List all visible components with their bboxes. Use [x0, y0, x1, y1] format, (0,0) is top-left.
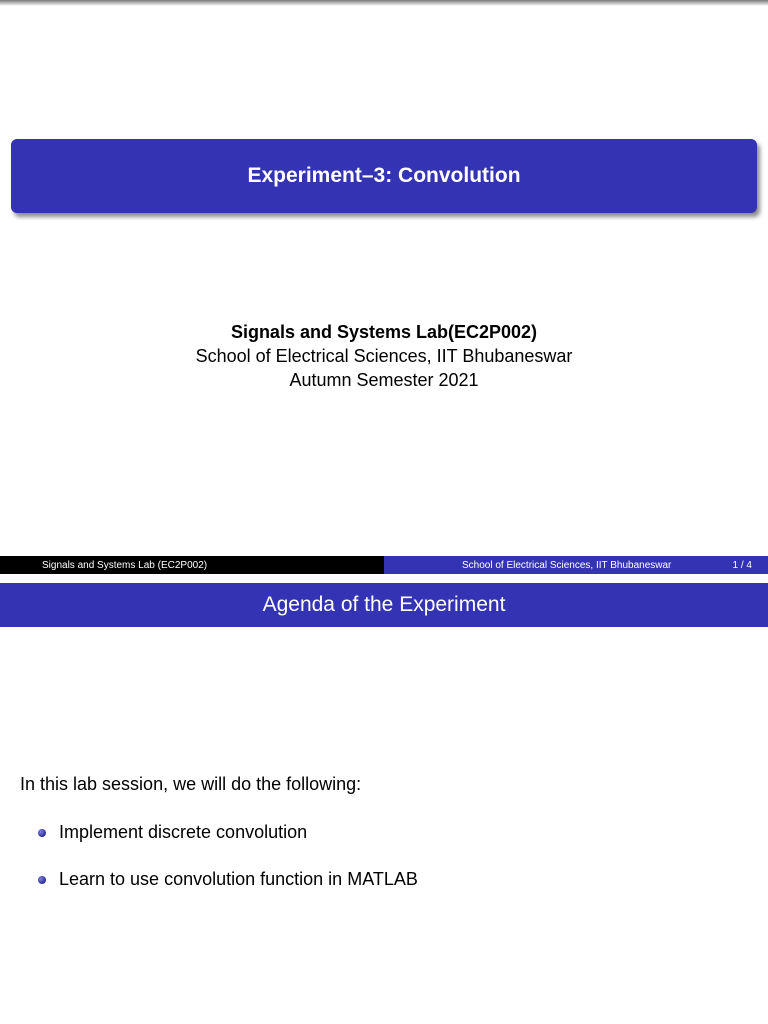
bullet-text: Implement discrete convolution: [59, 821, 308, 842]
slide-title-box: [11, 139, 757, 213]
frame-title: Agenda of the Experiment: [262, 593, 506, 616]
semester: Autumn Semester 2021: [289, 370, 479, 390]
course-name: Signals and Systems Lab(EC2P002): [230, 322, 538, 342]
footline-right: [384, 556, 768, 574]
bullet-icon: [38, 876, 46, 884]
page-number: 1 / 4: [732, 559, 752, 571]
slide-title: Experiment–3: Convolution: [247, 164, 521, 187]
footline: [0, 556, 768, 574]
bullet-icon: [38, 829, 46, 837]
footline-institute: School of Electrical Sciences, IIT Bhubaneswar: [462, 559, 672, 571]
institute-name: School of Electrical Sciences, IIT Bhubaneswar: [195, 346, 573, 366]
bullet-list: [38, 820, 418, 914]
list-item: [38, 820, 418, 844]
author-block: [0, 320, 768, 392]
frame-title-bar: [0, 583, 768, 627]
footline-left: [0, 556, 384, 574]
bullet-text: Learn to use convolution function in MATLAB: [59, 868, 418, 889]
list-item: [38, 867, 418, 891]
intro-text: In this lab session, we will do the following:: [20, 774, 362, 794]
footline-course: Signals and Systems Lab (EC2P002): [42, 559, 208, 571]
